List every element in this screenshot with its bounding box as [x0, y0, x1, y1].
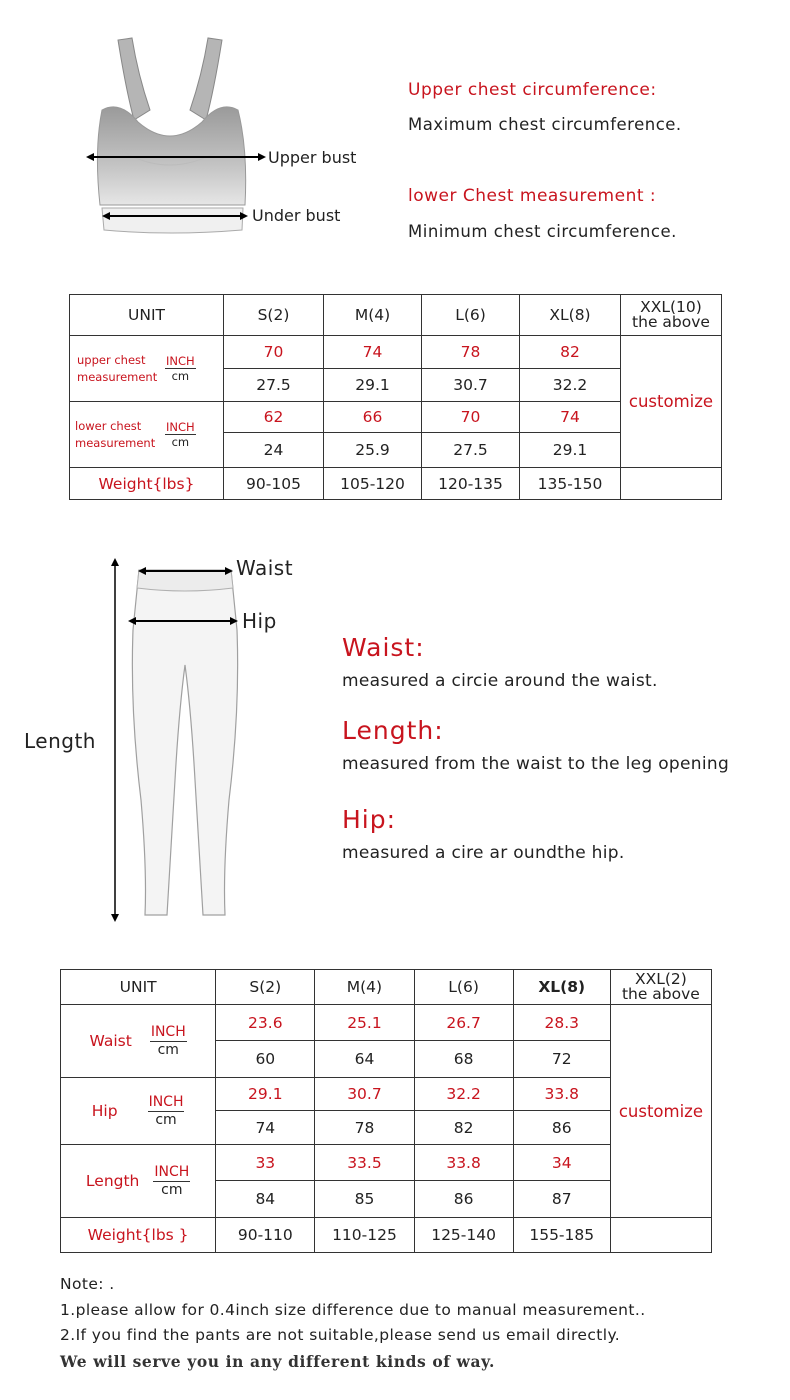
inch-label: INCH: [166, 354, 195, 368]
waist-inch-row: [61, 1005, 712, 1041]
cell-value: 78: [315, 1111, 414, 1145]
note-line-1: 1.please allow for 0.4inch size difference due to manual measurement..: [60, 1301, 646, 1319]
pants-header-row: [61, 970, 712, 1005]
cell-value: 64: [315, 1041, 414, 1078]
upper-chest-desc: Maximum chest circumference.: [408, 115, 682, 134]
length-label-cell: [61, 1145, 216, 1218]
cell-value: 70: [422, 402, 520, 433]
inch-label: INCH: [154, 1163, 190, 1180]
cell-value: 33.8: [414, 1145, 513, 1181]
waist-title: Waist:: [342, 633, 425, 662]
unit-fraction: [150, 1024, 187, 1059]
waist-label-cell: [61, 1005, 216, 1078]
size-header: XL(8): [520, 295, 621, 336]
inch-label: INCH: [166, 420, 195, 434]
size-header: L(6): [422, 295, 520, 336]
note-line-2: 2.If you find the pants are not suitable,please send us email directly.: [60, 1326, 621, 1344]
cell-value: 62: [224, 402, 324, 433]
cell-value: 60: [216, 1041, 315, 1078]
upper-bust-label: Upper bust: [268, 148, 357, 167]
length-desc: measured from the waist to the leg opening: [342, 754, 730, 774]
cell-value: 33: [216, 1145, 315, 1181]
cell-value: 32.2: [520, 369, 621, 402]
cell-value: 82: [414, 1111, 513, 1145]
unit-fraction: [153, 1164, 190, 1199]
cell-value: 24: [224, 433, 324, 468]
size-header: S(2): [224, 295, 324, 336]
cell-value: 25.9: [324, 433, 422, 468]
cell-value: 90-105: [224, 468, 324, 500]
cell-value: 30.7: [315, 1078, 414, 1111]
cell-value: 27.5: [422, 433, 520, 468]
waist-desc: measured a circie around the waist.: [342, 671, 658, 691]
cell-value: 33.5: [315, 1145, 414, 1181]
hip-title: Hip:: [342, 805, 397, 834]
empty-cell: [621, 468, 722, 500]
inch-label: INCH: [148, 1093, 184, 1110]
lower-chest-label-2: measurement: [75, 435, 156, 450]
inch-label: INCH: [150, 1023, 186, 1040]
cell-value: 135-150: [520, 468, 621, 500]
cell-value: 74: [324, 336, 422, 369]
lower-chest-desc: Minimum chest circumference.: [408, 222, 677, 241]
length-title: Length:: [342, 716, 444, 745]
upper-chest-label-2: measurement: [77, 369, 158, 384]
hip-label-cell: [61, 1078, 216, 1145]
empty-cell: [610, 1218, 711, 1253]
cell-value: 84: [216, 1181, 315, 1218]
weight-label: Weight{lbs }: [61, 1218, 216, 1253]
size-header: M(4): [315, 970, 414, 1005]
hip-row-label: Hip: [91, 1102, 118, 1120]
lower-chest-title: lower Chest measurement :: [408, 186, 657, 206]
cell-value: 82: [520, 336, 621, 369]
cm-label: cm: [171, 435, 190, 449]
cell-value: 86: [414, 1181, 513, 1218]
cell-value: 155-185: [513, 1218, 610, 1253]
note-line-3: We will serve you in any different kinds of way.: [60, 1352, 495, 1371]
size-header: XL(8): [513, 970, 610, 1005]
cell-value: 68: [414, 1041, 513, 1078]
upper-chest-label-cell: [70, 336, 224, 402]
cell-value: 66: [324, 402, 422, 433]
xxl-line2: the above: [632, 313, 710, 331]
upper-bust-arrow: [86, 150, 266, 164]
cell-value: 74: [520, 402, 621, 433]
cell-value: 27.5: [224, 369, 324, 402]
xxl-line1: XXL(10): [640, 298, 702, 316]
cell-value: 25.1: [315, 1005, 414, 1041]
lower-chest-label-1: lower chest: [75, 418, 142, 433]
xxl-header: [621, 295, 722, 336]
cell-value: 30.7: [422, 369, 520, 402]
bra-size-table: [69, 294, 722, 500]
cell-value: 33.8: [513, 1078, 610, 1111]
cell-value: 34: [513, 1145, 610, 1181]
cell-value: 29.1: [216, 1078, 315, 1111]
cm-label: cm: [171, 369, 190, 383]
cell-value: 110-125: [315, 1218, 414, 1253]
hip-arrow: [128, 614, 238, 628]
size-header: M(4): [324, 295, 422, 336]
cell-value: 86: [513, 1111, 610, 1145]
customize-cell: customize: [610, 1005, 711, 1218]
lower-chest-label-cell: [70, 402, 224, 468]
xxl-header: [610, 970, 711, 1005]
xxl-line1: XXL(2): [634, 970, 687, 988]
upper-chest-title: Upper chest circumference:: [408, 80, 657, 100]
cell-value: 29.1: [520, 433, 621, 468]
xxl-line2: the above: [621, 985, 700, 1003]
bra-weight-row: [70, 468, 722, 500]
hip-label: Hip: [242, 609, 277, 633]
unit-fraction: [148, 1094, 185, 1129]
cell-value: 70: [224, 336, 324, 369]
under-bust-label: Under bust: [252, 206, 341, 225]
cell-value: 87: [513, 1181, 610, 1218]
cell-value: 23.6: [216, 1005, 315, 1041]
hip-desc: measured a cire ar oundthe hip.: [342, 843, 625, 863]
size-header: S(2): [216, 970, 315, 1005]
cell-value: 105-120: [324, 468, 422, 500]
pants-size-table: [60, 969, 712, 1253]
waist-label: Waist: [236, 556, 294, 580]
customize-cell: customize: [621, 336, 722, 468]
cell-value: 28.3: [513, 1005, 610, 1041]
cell-value: 90-110: [216, 1218, 315, 1253]
cell-value: 72: [513, 1041, 610, 1078]
pants-weight-row: [61, 1218, 712, 1253]
unit-header: UNIT: [61, 970, 216, 1005]
under-bust-arrow: [102, 209, 248, 223]
unit-fraction: [165, 354, 196, 383]
cell-value: 85: [315, 1181, 414, 1218]
length-label: Length: [24, 729, 96, 753]
length-arrow: [108, 558, 122, 922]
cell-value: 26.7: [414, 1005, 513, 1041]
cell-value: 32.2: [414, 1078, 513, 1111]
unit-fraction: [165, 420, 196, 449]
size-header: L(6): [414, 970, 513, 1005]
weight-label: Weight{lbs}: [70, 468, 224, 500]
cell-value: 29.1: [324, 369, 422, 402]
upper-chest-label-1: upper chest: [77, 352, 146, 367]
cell-value: 125-140: [414, 1218, 513, 1253]
waist-arrow: [138, 564, 233, 578]
unit-header: UNIT: [70, 295, 224, 336]
waist-row-label: Waist: [89, 1032, 132, 1050]
cell-value: 78: [422, 336, 520, 369]
bra-header-row: [70, 295, 722, 336]
upper-chest-inch-row: [70, 336, 722, 369]
cell-value: 74: [216, 1111, 315, 1145]
cm-label: cm: [161, 1181, 183, 1198]
cm-label: cm: [157, 1041, 179, 1058]
cm-label: cm: [155, 1111, 177, 1128]
length-row-label: Length: [85, 1172, 140, 1190]
note-title: Note: .: [60, 1275, 115, 1293]
cell-value: 120-135: [422, 468, 520, 500]
